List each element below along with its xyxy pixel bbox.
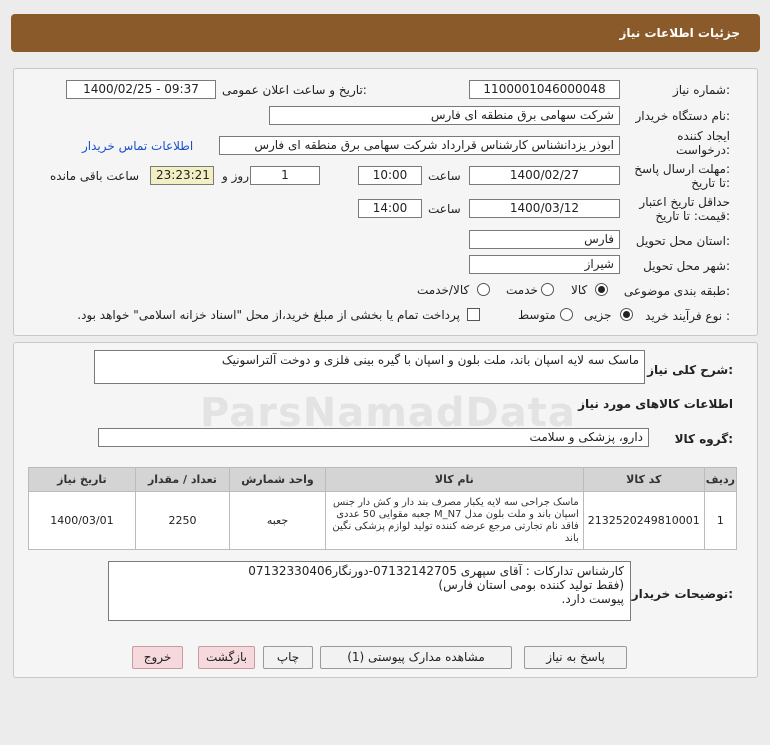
category-label: طبقه بندی موضوعی:: [623, 284, 730, 298]
creator-label-2: درخواست:: [676, 143, 730, 157]
table-row: [29, 492, 737, 550]
print-button[interactable]: چاپ: [263, 646, 313, 669]
category-radio-service[interactable]: [541, 283, 554, 296]
category-option-goods: کالا: [571, 283, 588, 297]
treasury-payment-checkbox[interactable]: [467, 308, 480, 321]
row-code: 2132520249810001: [583, 492, 704, 550]
remaining-time-label: ساعت باقی مانده: [50, 169, 140, 183]
reply-deadline-label-2: تا تاریخ:: [691, 176, 730, 190]
summary-field: ماسک سه لایه اسپان باند، ملت بلون و اسپان با گیره بینی فلزی و دوخت آلتراسونیک: [94, 350, 645, 384]
goods-table-header: [29, 468, 737, 492]
validity-time-label: ساعت: [428, 202, 461, 216]
col-date: تاریخ نیاز: [29, 468, 136, 492]
view-attachments-button[interactable]: مشاهده مدارک پیوستی (1): [320, 646, 512, 669]
reply-time-field: 10:00: [358, 166, 422, 185]
buyer-notes-box: [108, 561, 631, 621]
row-unit: جعبه: [230, 492, 326, 550]
process-option-minor: جزیی: [584, 308, 612, 322]
col-qty: تعداد / مقدار: [135, 468, 229, 492]
announce-label: تاریخ و ساعت اعلان عمومی:: [222, 83, 367, 97]
announce-field: 1400/02/25 - 09:37: [66, 80, 216, 99]
remaining-days-field: 1: [250, 166, 320, 185]
need-number-label: شماره نیاز:: [672, 83, 730, 97]
reply-button[interactable]: پاسخ به نیاز: [524, 646, 627, 669]
validity-date-field: 1400/03/12: [469, 199, 620, 218]
creator-label-1: ایجاد کننده: [677, 129, 730, 143]
goods-group-label: گروه کالا:: [674, 432, 733, 446]
col-name: نام کالا: [325, 468, 583, 492]
reply-date-field: 1400/02/27: [469, 166, 620, 185]
province-label: استان محل تحویل:: [635, 234, 730, 248]
process-label: نوع فرآیند خرید :: [645, 309, 730, 323]
need-number-field: 1100001046000048: [469, 80, 620, 99]
goods-info-title: اطلاعات کالاهای مورد نیاز: [578, 397, 733, 411]
buyer-notes-line-1: کارشناس تدارکات : آقای سپهری 07132142705-دورنگار07132330406: [248, 564, 624, 578]
remaining-time-field: 23:23:21: [150, 166, 214, 185]
summary-label: شرح کلی نیاز:: [647, 363, 733, 377]
page-title-bar: [11, 14, 760, 52]
province-field: فارس: [469, 230, 620, 249]
col-unit: واحد شمارش: [230, 468, 326, 492]
buyer-contact-link[interactable]: اطلاعات تماس خریدار: [82, 139, 194, 153]
process-option-medium: متوسط: [518, 308, 556, 322]
category-option-goods-service: کالا/خدمت: [417, 283, 470, 297]
validity-label-1: حداقل تاریخ اعتبار: [639, 195, 730, 209]
days-label: روز و: [222, 169, 249, 183]
goods-table: [28, 467, 737, 550]
buyer-notes-label: توضیحات خریدار:: [631, 587, 733, 601]
row-index: 1: [704, 492, 736, 550]
col-code: کد کالا: [583, 468, 704, 492]
reply-deadline-label-1: مهلت ارسال پاسخ:: [634, 162, 730, 176]
page-title: جزئیات اطلاعات نیاز: [619, 26, 740, 40]
category-radio-goods[interactable]: [595, 283, 608, 296]
creator-field: ابوذر یزدانشناس کارشناس قرارداد شرکت سهامی برق منطقه ای فارس: [219, 136, 620, 155]
exit-button[interactable]: خروج: [132, 646, 183, 669]
buyer-field: شرکت سهامی برق منطقه ای فارس: [269, 106, 620, 125]
buyer-label: نام دستگاه خریدار:: [635, 109, 730, 123]
row-qty: 2250: [135, 492, 229, 550]
category-radio-goods-service[interactable]: [477, 283, 490, 296]
validity-time-field: 14:00: [358, 199, 422, 218]
reply-time-label: ساعت: [428, 169, 461, 183]
process-radio-medium[interactable]: [560, 308, 573, 321]
goods-group-field: دارو، پزشکی و سلامت: [98, 428, 649, 447]
city-label: شهر محل تحویل:: [643, 259, 730, 273]
validity-label-2: قیمت: تا تاریخ:: [655, 209, 730, 223]
city-field: شیراز: [469, 255, 620, 274]
row-name: ماسک جراحی سه لایه یکبار مصرف بند دار و کش دار جنس اسپان باند و ملت بلون مدل M_N7 جعبه مقوایی 50 عددی فاقد نام تجارتی مرجع عرضه کننده تولید لوازم پزشکی نگین باند: [325, 492, 583, 550]
process-radio-minor[interactable]: [620, 308, 633, 321]
treasury-payment-note: پرداخت تمام یا بخشی از مبلغ خرید،از محل "اسناد خزانه اسلامی" خواهد بود.: [77, 308, 460, 322]
col-index: ردیف: [704, 468, 736, 492]
row-date: 1400/03/01: [29, 492, 136, 550]
buyer-notes-line-2: (فقط تولید کننده بومی استان فارس): [438, 578, 624, 592]
category-option-service: خدمت: [506, 283, 538, 297]
buyer-notes-line-3: پیوست دارد.: [561, 592, 624, 606]
back-button[interactable]: بازگشت: [198, 646, 255, 669]
